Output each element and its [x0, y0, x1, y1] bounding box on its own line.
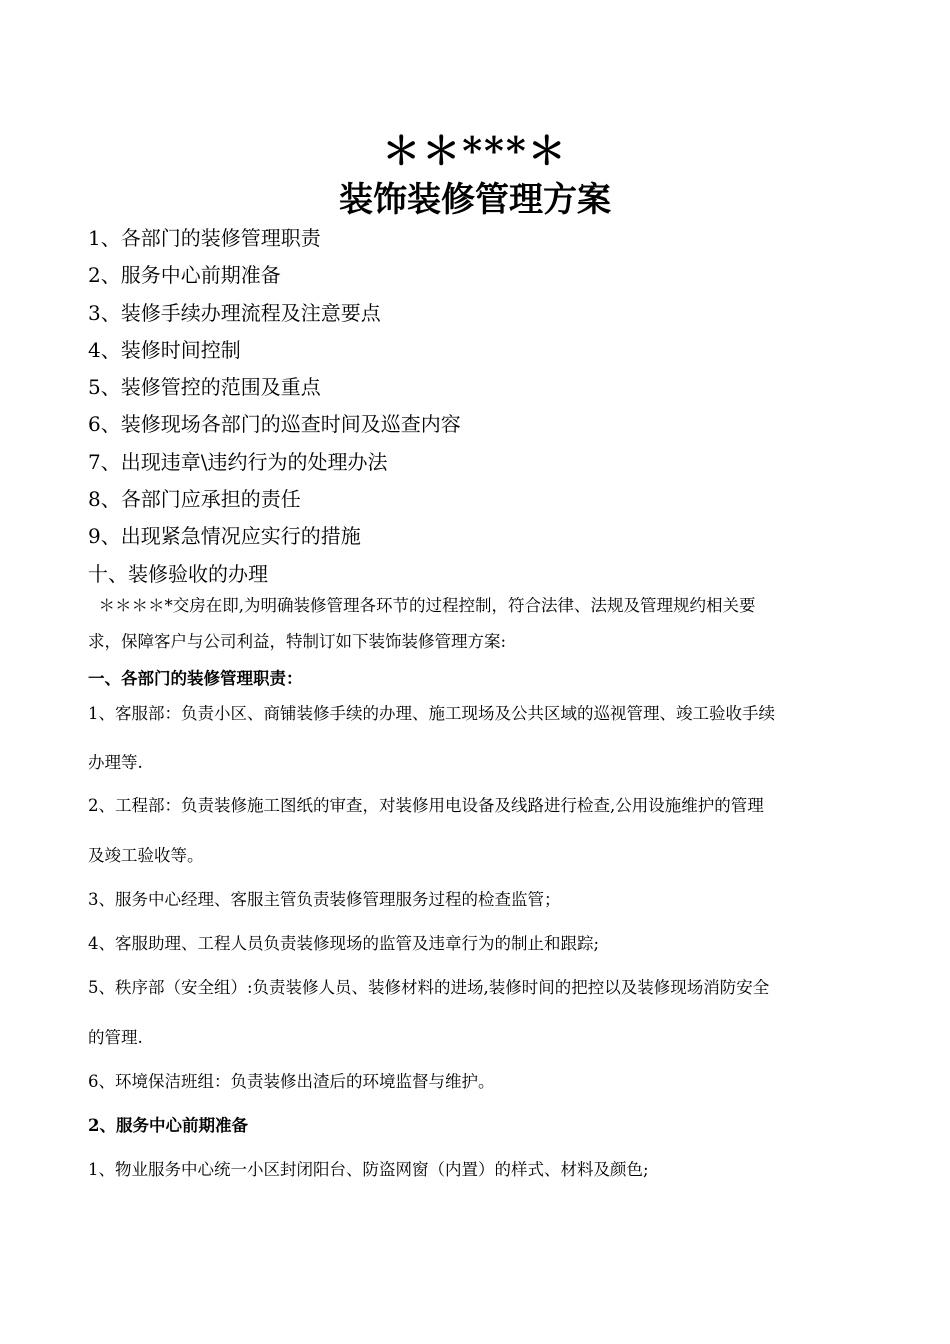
body-line: 2、工程部：负责装修施工图纸的审查，对装修用电设备及线路进行检查,公用设施维护的管理	[88, 796, 764, 815]
body-line: 6、环境保洁班组：负责装修出渣后的环境监督与维护。	[88, 1072, 495, 1091]
body-line: 1、物业服务中心统一小区封闭阳台、防盗网窗（内置）的样式、材料及颜色;	[88, 1160, 649, 1179]
intro-paragraph-line: ＊＊＊＊*交房在即,为明确装修管理各环节的过程控制，符合法律、法规及管理规约相关要	[88, 596, 756, 615]
body-line: 的管理.	[88, 1028, 143, 1047]
toc-item: 8、各部门应承担的责任	[88, 487, 301, 512]
toc-item: 9、出现紧急情况应实行的措施	[88, 524, 361, 549]
body-line: 3、服务中心经理、客服主管负责装修管理服务过程的检查监管；	[88, 890, 561, 909]
toc-item: 6、装修现场各部门的巡查时间及巡查内容	[88, 412, 461, 437]
document-subtitle: 装饰装修管理方案	[339, 180, 611, 220]
body-line: 4、客服助理、工程人员负责装修现场的监管及违章行为的制止和跟踪;	[88, 934, 600, 953]
toc-item: 7、出现违章\违约行为的处理办法	[88, 449, 388, 474]
toc-item: 4、装修时间控制	[88, 337, 241, 362]
toc-item: 3、装修手续办理流程及注意要点	[88, 300, 381, 325]
section-heading: 2、服务中心前期准备	[88, 1116, 248, 1135]
document-title: ＊＊***＊	[382, 128, 568, 173]
intro-paragraph-line: 求，保障客户与公司利益，特制订如下装饰装修管理方案:	[88, 632, 507, 651]
section-heading: 一、各部门的装修管理职责：	[88, 669, 303, 688]
body-line: 办理等.	[88, 753, 143, 772]
table-of-contents	[88, 220, 461, 593]
body-line: 5、秩序部（安全组）:负责装修人员、装修材料的进场,装修时间的把控以及装修现场消防安全	[88, 978, 770, 997]
toc-item: 1、各部门的装修管理职责	[88, 226, 321, 250]
toc-item: 5、装修管控的范围及重点	[88, 375, 321, 400]
body-line: 1、客服部：负责小区、商铺装修手续的办理、施工现场及公共区域的巡视管理、竣工验收手续	[88, 704, 775, 723]
body-line: 及竣工验收等。	[88, 846, 204, 865]
toc-item: 十、装修验收的办理	[88, 561, 268, 586]
toc-item: 2、服务中心前期准备	[88, 263, 281, 288]
